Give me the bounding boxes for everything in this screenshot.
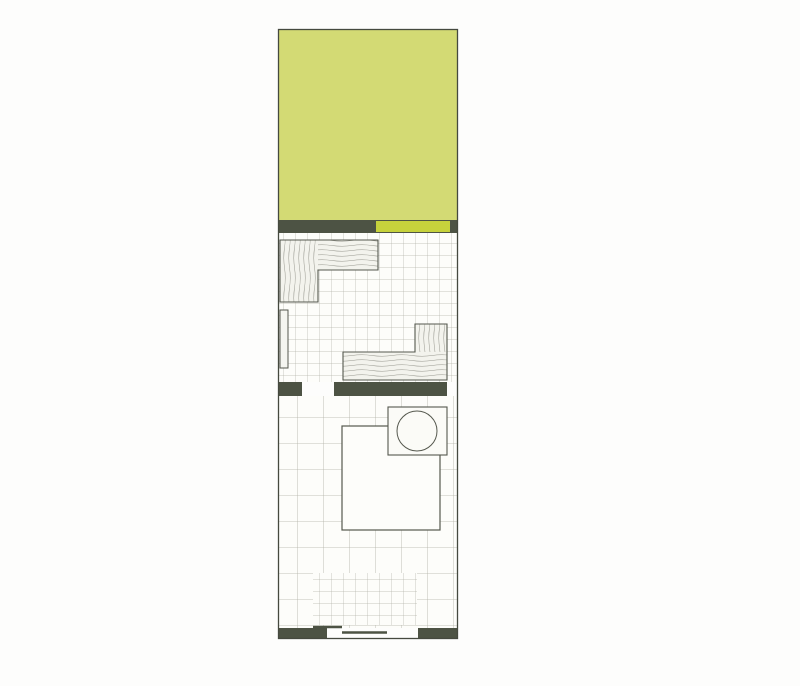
garden-plan-svg (272, 28, 462, 640)
trellis-screen-2 (279, 382, 447, 396)
fold-up-table (280, 310, 288, 368)
pool-garden (279, 396, 457, 628)
page-footer (28, 647, 47, 665)
informal-garden-bed (279, 30, 457, 220)
house-wall (279, 627, 457, 639)
sitting-garden (279, 233, 457, 382)
left-column (28, 22, 272, 49)
trellis-screen-1 (279, 220, 457, 233)
garden-plan-illustration (272, 28, 462, 640)
